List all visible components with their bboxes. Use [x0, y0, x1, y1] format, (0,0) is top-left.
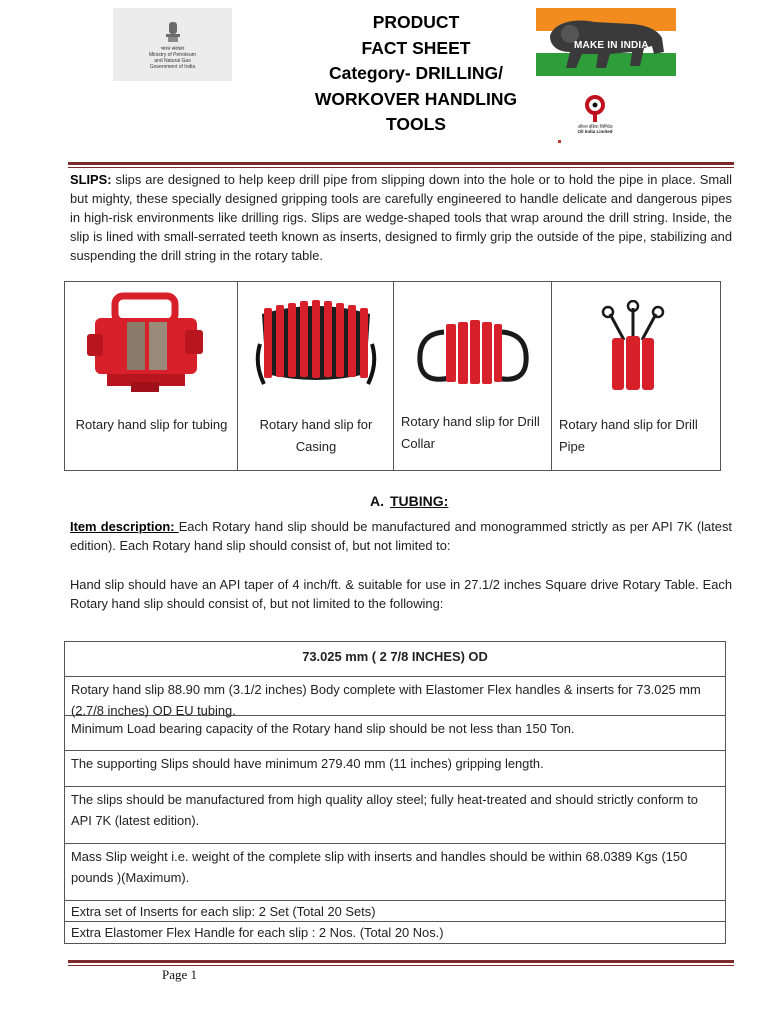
- spec-row: The supporting Slips should have minimum 279.40 mm (11 inches) gripping length.: [65, 751, 725, 787]
- product-table: [64, 281, 721, 471]
- spec-row: Mass Slip weight i.e. weight of the complete slip with inserts and handles should be within 68.0389 Kgs (150 pounds )(Maximum).: [65, 844, 725, 901]
- casing-slip-image: [254, 294, 378, 398]
- spec-table: [64, 641, 726, 944]
- drill-collar-slip-image: [414, 318, 532, 390]
- oil-india-logo: ऑयल इंडिया लिमिटेड Oil India Limited: [572, 94, 618, 142]
- product-cell-drill-collar: [394, 282, 552, 470]
- footer-rule: [68, 960, 734, 963]
- caption-drill-collar: Rotary hand slip for Drill Collar: [401, 414, 540, 451]
- caption-tubing: Rotary hand slip for tubing: [75, 417, 228, 432]
- product-cell-casing: [238, 282, 394, 470]
- page-title: PRODUCT FACT SHEET Category- DRILLING/ WORKOVER HANDLING TOOLS: [314, 12, 518, 134]
- header-rule: [68, 162, 734, 165]
- product-cell-drill-pipe: [552, 282, 720, 470]
- spec-row: The slips should be manufactured from high quality alloy steel; fully heat-treated and should strictly conform to API 7K (latest edition).: [65, 787, 725, 844]
- spec-row: Extra set of Inserts for each slip: 2 Set (Total 20 Sets): [65, 901, 725, 922]
- caption-drill-pipe: Rotary hand slip for Drill Pipe: [559, 417, 698, 454]
- taper-paragraph: Hand slip should have an API taper of 4 inch/ft. & suitable for use in 27.1/2 inches Square drive Rotary Table. Each Rotary hand slip should consist of, but not limited to the following:: [70, 577, 732, 611]
- tubing-slip-image: [87, 290, 205, 394]
- footer-rule-thin: [68, 965, 734, 966]
- red-dot: [558, 140, 561, 143]
- spec-table-header: 73.025 mm ( 2 7/8 INCHES) OD: [65, 642, 725, 677]
- intro-paragraph: SLIPS: slips are designed to help keep drill pipe from slipping down into the hole or to hold the pipe in place. Small but mighty, these specially designed gripping tools are carefully engineered to handle delicate and dangerous pipes in high-risk environments like drilling rigs. Slips are wedge-shaped tools that wrap around the drill string. Inside, the slip is lined with small-serrated teeth known as inserts, designed to firmly grip the outside of the pipe, stabilizing and suspending the drill string in the rotary table.: [70, 172, 732, 263]
- header-rule-thin: [68, 167, 734, 168]
- oil-drop-icon: [572, 94, 618, 124]
- drill-pipe-slip-image: [590, 300, 676, 392]
- section-a-heading: A. TUBING:: [370, 493, 449, 509]
- product-cell-tubing: [65, 282, 238, 470]
- ministry-logo-text: भारत सरकार Ministry of Petroleum and Natural Gas Government of India: [149, 45, 196, 70]
- spec-row: Extra Elastomer Flex Handle for each slip : 2 Nos. (Total 20 Nos.): [71, 925, 444, 940]
- caption-casing: Rotary hand slip for Casing: [259, 417, 373, 454]
- spec-row: Minimum Load bearing capacity of the Rotary hand slip should be not less than 150 Ton.: [65, 716, 725, 751]
- page-number: Page 1: [162, 967, 198, 982]
- ministry-logo: [113, 8, 232, 81]
- item-description: Item description: Each Rotary hand slip should be manufactured and monogrammed strictly as per API 7K (latest edition). Each Rotary hand slip should consist of, but not limited to:: [70, 519, 732, 553]
- emblem-icon: [163, 20, 183, 44]
- make-in-india-logo: MAKE IN INDIA: [536, 8, 676, 76]
- spec-row: Rotary hand slip 88.90 mm (3.1/2 inches) Body complete with Elastomer Flex handles & inserts for 73.025 mm (2.7/8 inches) OD EU tubing.: [65, 677, 725, 716]
